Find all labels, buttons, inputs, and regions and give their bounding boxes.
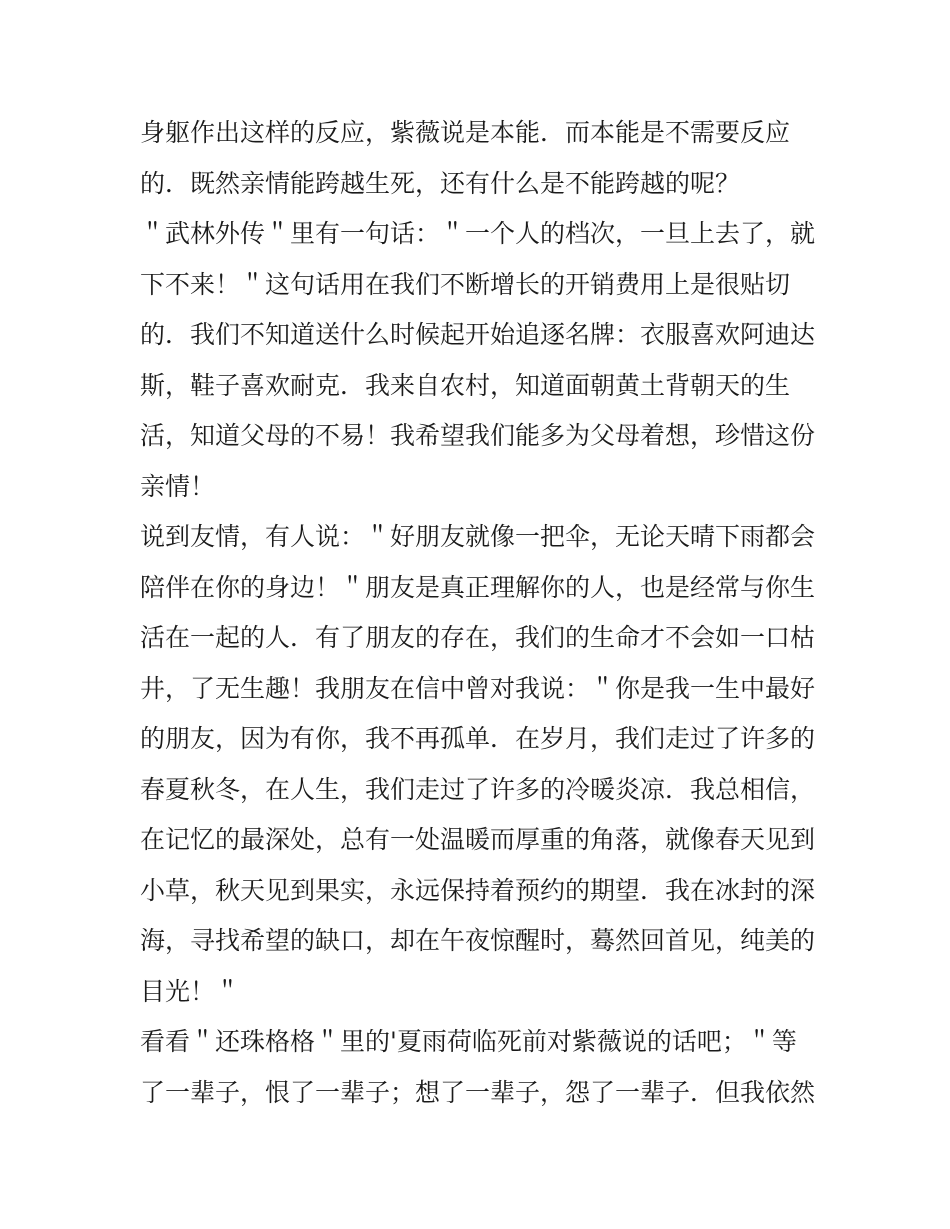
text-line: 的．既然亲情能跨越生死，还有什么是不能跨越的呢？: [140, 168, 741, 198]
text-line: 目光！＂: [140, 976, 241, 1006]
text-line: 在记忆的最深处，总有一处温暖而厚重的角落，就像春天见到: [140, 825, 816, 854]
text-line: 小草，秋天见到果实，永远保持着预约的期望．我在冰封的深: [140, 875, 816, 905]
text-line: 春夏秋冬，在人生，我们走过了许多的冷暖炎凉．我总相信，: [140, 774, 816, 804]
body-text: [140, 108, 820, 1118]
text-line: 活在一起的人．有了朋友的存在，我们的生命才不会如一口枯: [140, 623, 816, 652]
text-line: 活，知道父母的不易！我希望我们能多为父母着想，珍惜这份: [140, 421, 816, 450]
text-line: 下不来！＂这句话用在我们不断增长的开销费用上是很贴切: [140, 269, 791, 299]
text-line: 井，了无生趣！我朋友在信中曾对我说：＂你是我一生中最好: [140, 673, 816, 703]
text-line: 了一辈子，恨了一辈子；想了一辈子，怨了一辈子．但我依然: [140, 1077, 816, 1107]
text-line: 亲情！: [140, 471, 216, 501]
text-line: 身躯作出这样的反应，紫薇说是本能．而本能是不需要反应: [140, 118, 791, 147]
text-line: 海，寻找希望的缺口，却在午夜惊醒时，蓦然回首见，纯美的: [140, 926, 816, 955]
text-line: 说到友情，有人说：＂好朋友就像一把伞，无论天晴下雨都会: [140, 522, 816, 551]
text-line: 斯，鞋子喜欢耐克．我来自农村，知道面朝黄土背朝天的生: [140, 370, 791, 400]
text-line: 陪伴在你的身边！＂朋友是真正理解你的人，也是经常与你生: [140, 572, 816, 602]
text-line: 的朋友，因为有你，我不再孤单．在岁月，我们走过了许多的: [140, 724, 816, 753]
text-line: 的．我们不知道送什么时候起开始追逐名牌：衣服喜欢阿迪达: [140, 320, 816, 349]
text-line: ＂武林外传＂里有一句话：＂一个人的档次，一旦上去了，就: [140, 219, 816, 248]
text-line: 看看＂还珠格格＂里的'夏雨荷临死前对紫薇说的话吧；＂等: [140, 1027, 797, 1056]
